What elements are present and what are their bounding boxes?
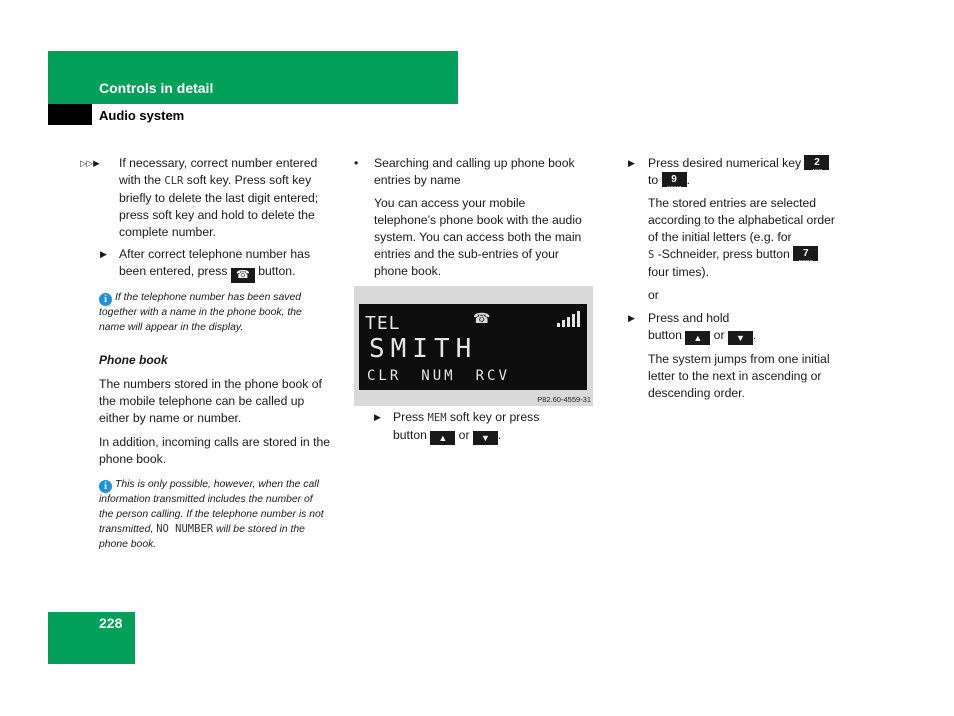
- phone-book-para-2: In addition, incoming calls are stored in the phone book.: [99, 435, 331, 466]
- softkey-num: NUM: [421, 368, 456, 384]
- mem-softkey-label: MEM: [427, 412, 447, 424]
- or-separator: or: [648, 288, 659, 302]
- clr-softkey-label: CLR: [164, 175, 184, 187]
- display-tel-label: TEL: [365, 313, 401, 334]
- continuation-marker: ▷▷▶: [80, 158, 100, 168]
- up-arrow-icon: ▲: [685, 331, 710, 345]
- send-handset-icon: ☎: [231, 268, 255, 283]
- phone-book-access-para: You can access your mobile telephone’s phone book with the audio system. You can access both the main entries and the sub-entries of your phone book.: [374, 196, 582, 278]
- up-arrow-icon: ▲: [430, 431, 455, 445]
- subsection-marker: [48, 104, 92, 125]
- step-arrow-icon: ▶: [374, 412, 381, 422]
- figure-reference: P82.60-4559-31: [537, 395, 591, 404]
- down-arrow-icon: ▼: [728, 331, 753, 345]
- key-2-icon: 2 ABC: [804, 155, 829, 170]
- info-icon: i: [99, 293, 112, 306]
- phone-book-para-1: The numbers stored in the phone book of the mobile telephone can be called up either by name or number.: [99, 377, 322, 425]
- info-note-name-display: i If the telephone number has been saved together with a name in the phone book, the name will appear in the display.: [99, 292, 302, 333]
- softkey-clr: CLR: [367, 368, 402, 384]
- step-press-hold: Press and hold button ▲ or ▼ .: [648, 311, 757, 343]
- down-arrow-icon: ▼: [473, 431, 498, 445]
- key-9-icon: 9 WXYZ: [662, 172, 687, 187]
- info-note-no-number: i This is only possible, however, when the call information transmitted includes the number of the person calling. If the telephone number is not transmitted, NO NUMBER will be stored in the phone book.: [99, 479, 324, 550]
- signal-strength-icon: [557, 311, 585, 327]
- alphabetical-order-para: The stored entries are selected according to the alphabetical order of the initial letters (e.g. for S -Schneider, press button 7 PQRS four times).: [648, 196, 835, 279]
- step-arrow-icon: ▶: [628, 158, 635, 168]
- initial-letter-jump-para: The system jumps from one initial letter to the next in ascending or descending order.: [648, 352, 830, 400]
- bullet: •: [354, 156, 359, 170]
- key-7-icon: 7 PQRS: [793, 246, 818, 261]
- step-correct-number: If necessary, correct number entered with the CLR soft key. Press soft key briefly to delete the last digit entered; press soft key and hold to delete the complete number.: [119, 156, 319, 239]
- step-arrow-icon: ▶: [100, 249, 107, 259]
- subsection-title: Audio system: [99, 108, 185, 123]
- handset-icon: ☎: [473, 310, 491, 326]
- no-number-label: NO NUMBER: [156, 523, 214, 536]
- phone-book-heading: Phone book: [99, 353, 168, 367]
- section-title: Controls in detail: [99, 80, 214, 96]
- search-by-name-item: Searching and calling up phone book entries by name: [374, 156, 575, 187]
- page-number: 228: [99, 615, 123, 631]
- info-icon: i: [99, 480, 112, 493]
- display-contact-name: SMITH: [369, 334, 478, 364]
- header-band: [48, 51, 458, 104]
- step-arrow-icon: ▶: [628, 313, 635, 323]
- audio-display-illustration: [354, 286, 593, 406]
- step-press-numeric-key: Press desired numerical key 2 ABC to 9 WXYZ .: [648, 155, 853, 189]
- softkey-rcv: RCV: [475, 368, 510, 384]
- step-press-send: After correct telephone number has been entered, press ☎ button.: [119, 247, 311, 281]
- lcd-screen: [359, 304, 587, 390]
- display-softkeys: [367, 368, 530, 384]
